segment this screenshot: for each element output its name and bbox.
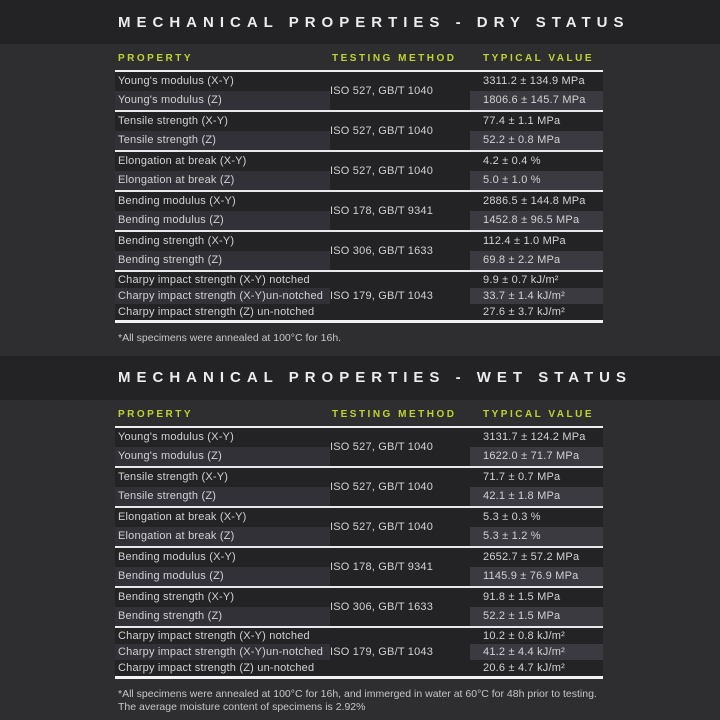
value-cell: 9.9 ± 0.7 kJ/m² <box>483 274 559 286</box>
testing-method-cell: ISO 527, GB/T 1040 <box>330 440 434 453</box>
section-title: MECHANICAL PROPERTIES - DRY STATUS <box>118 13 630 31</box>
table-row-group <box>115 152 603 192</box>
table-row-group <box>115 548 603 588</box>
testing-method-cell: ISO 306, GB/T 1633 <box>330 600 434 613</box>
property-cell: Tensile strength (Z) <box>115 131 330 150</box>
value-cell: 52.2 ± 0.8 MPa <box>470 131 603 150</box>
table-row-group <box>115 588 603 628</box>
table-row-group <box>115 468 603 508</box>
value-cell: 5.3 ± 1.2 % <box>470 527 603 546</box>
property-column <box>115 112 330 150</box>
column-header-typical-value: TYPICAL VALUE <box>483 408 595 420</box>
property-cell: Tensile strength (X-Y) <box>118 470 229 483</box>
property-cell: Young's modulus (Z) <box>115 447 330 466</box>
property-cell: Bending strength (X-Y) <box>118 590 235 603</box>
property-column <box>115 272 330 320</box>
value-cell: 3131.7 ± 124.2 MPa <box>483 430 586 443</box>
property-column <box>115 192 330 230</box>
property-cell: Bending strength (Z) <box>115 607 330 626</box>
property-cell: Bending strength (X-Y) <box>118 235 235 247</box>
section-dry-status <box>0 0 720 346</box>
value-cell: 1622.0 ± 71.7 MPa <box>470 447 603 466</box>
property-column <box>115 72 330 110</box>
value-column <box>470 72 603 110</box>
property-cell: Tensile strength (Z) <box>115 487 330 506</box>
table-row-group <box>115 232 603 272</box>
value-cell: 77.4 ± 1.1 MPa <box>483 115 561 127</box>
section-title-band <box>0 356 720 400</box>
property-cell: Young's modulus (X-Y) <box>118 75 234 87</box>
property-cell: Charpy impact strength (X-Y)un-notched <box>115 644 330 660</box>
property-cell: Charpy impact strength (X-Y)un-notched <box>115 288 330 304</box>
properties-table <box>115 44 603 323</box>
property-cell: Elongation at break (X-Y) <box>118 510 247 523</box>
value-column <box>470 232 603 270</box>
property-cell: Bending modulus (Z) <box>115 567 330 586</box>
value-column <box>470 192 603 230</box>
value-cell: 42.1 ± 1.8 MPa <box>470 487 603 506</box>
property-cell: Young's modulus (X-Y) <box>118 430 234 443</box>
property-cell: Charpy impact strength (Z) un-notched <box>118 306 315 318</box>
testing-method-cell: ISO 527, GB/T 1040 <box>330 165 434 177</box>
property-cell: Charpy impact strength (X-Y) notched <box>118 629 310 642</box>
property-cell: Bending strength (Z) <box>115 251 330 270</box>
value-cell: 1452.8 ± 96.5 MPa <box>470 211 603 230</box>
table-row-group <box>115 272 603 323</box>
properties-table <box>115 400 603 679</box>
table-row-group <box>115 628 603 679</box>
value-cell: 5.0 ± 1.0 % <box>470 171 603 190</box>
section-title-band <box>0 0 720 44</box>
property-column <box>115 428 330 466</box>
value-cell: 2886.5 ± 144.8 MPa <box>483 195 586 207</box>
property-cell: Tensile strength (X-Y) <box>118 115 229 127</box>
property-column <box>115 152 330 190</box>
section-wet-status <box>0 356 720 715</box>
property-cell: Young's modulus (Z) <box>115 91 330 110</box>
testing-method-cell: ISO 306, GB/T 1633 <box>330 245 434 257</box>
table-row-group <box>115 192 603 232</box>
column-header-typical-value: TYPICAL VALUE <box>483 53 595 64</box>
section-title: MECHANICAL PROPERTIES - WET STATUS <box>118 369 633 387</box>
column-header-testing-method: TESTING METHOD <box>332 408 457 420</box>
table-header-row <box>115 44 603 72</box>
testing-method-cell: ISO 527, GB/T 1040 <box>330 125 434 137</box>
testing-method-cell: ISO 527, GB/T 1040 <box>330 480 434 493</box>
value-cell: 10.2 ± 0.8 kJ/m² <box>483 629 565 642</box>
property-column <box>115 232 330 270</box>
property-column <box>115 548 330 586</box>
value-cell: 1806.6 ± 145.7 MPa <box>470 91 603 110</box>
value-cell: 3311.2 ± 134.9 MPa <box>483 75 585 87</box>
footnote: *All specimens were annealed at 100°C for 16h, and immerged in water at 60°C for 48h prior to testing. The average moisture content of specimens is 2.92% <box>118 687 597 714</box>
value-column <box>470 152 603 190</box>
value-cell: 5.3 ± 0.3 % <box>483 510 541 523</box>
property-cell: Bending modulus (X-Y) <box>118 550 236 563</box>
value-column <box>470 112 603 150</box>
value-column <box>470 628 603 676</box>
table-header-row <box>115 400 603 428</box>
value-cell: 41.2 ± 4.4 kJ/m² <box>470 644 603 660</box>
property-column <box>115 588 330 626</box>
table-row-group <box>115 428 603 468</box>
table-row-group <box>115 112 603 152</box>
value-cell: 69.8 ± 2.2 MPa <box>470 251 603 270</box>
property-cell: Elongation at break (Z) <box>115 171 330 190</box>
testing-method-cell: ISO 527, GB/T 1040 <box>330 520 434 533</box>
property-column <box>115 628 330 676</box>
value-cell: 27.6 ± 3.7 kJ/m² <box>483 306 565 318</box>
property-cell: Elongation at break (Z) <box>115 527 330 546</box>
property-cell: Bending modulus (Z) <box>115 211 330 230</box>
value-cell: 91.8 ± 1.5 MPa <box>483 590 561 603</box>
column-header-property: PROPERTY <box>118 53 194 64</box>
property-column <box>115 508 330 546</box>
value-cell: 20.6 ± 4.7 kJ/m² <box>483 661 565 674</box>
value-cell: 1145.9 ± 76.9 MPa <box>470 567 603 586</box>
value-column <box>470 428 603 466</box>
value-column <box>470 548 603 586</box>
value-cell: 4.2 ± 0.4 % <box>483 155 541 167</box>
testing-method-cell: ISO 178, GB/T 9341 <box>330 560 434 573</box>
footnote: *All specimens were annealed at 100°C for 16h. <box>118 332 342 344</box>
column-header-property: PROPERTY <box>118 408 194 420</box>
column-header-testing-method: TESTING METHOD <box>332 53 457 64</box>
table-row-group <box>115 508 603 548</box>
property-cell: Elongation at break (X-Y) <box>118 155 247 167</box>
value-column <box>470 588 603 626</box>
value-column <box>470 508 603 546</box>
table-row-group <box>115 72 603 112</box>
property-cell: Bending modulus (X-Y) <box>118 195 236 207</box>
testing-method-cell: ISO 179, GB/T 1043 <box>330 645 434 658</box>
property-cell: Charpy impact strength (Z) un-notched <box>118 661 315 674</box>
property-cell: Charpy impact strength (X-Y) notched <box>118 274 310 286</box>
value-cell: 33.7 ± 1.4 kJ/m² <box>470 288 603 304</box>
testing-method-cell: ISO 179, GB/T 1043 <box>330 290 434 302</box>
value-cell: 2652.7 ± 57.2 MPa <box>483 550 580 563</box>
value-cell: 52.2 ± 1.5 MPa <box>470 607 603 626</box>
property-column <box>115 468 330 506</box>
value-column <box>470 272 603 320</box>
testing-method-cell: ISO 527, GB/T 1040 <box>330 85 434 97</box>
testing-method-cell: ISO 178, GB/T 9341 <box>330 205 434 217</box>
value-cell: 71.7 ± 0.7 MPa <box>483 470 561 483</box>
value-cell: 112.4 ± 1.0 MPa <box>483 235 566 247</box>
value-column <box>470 468 603 506</box>
